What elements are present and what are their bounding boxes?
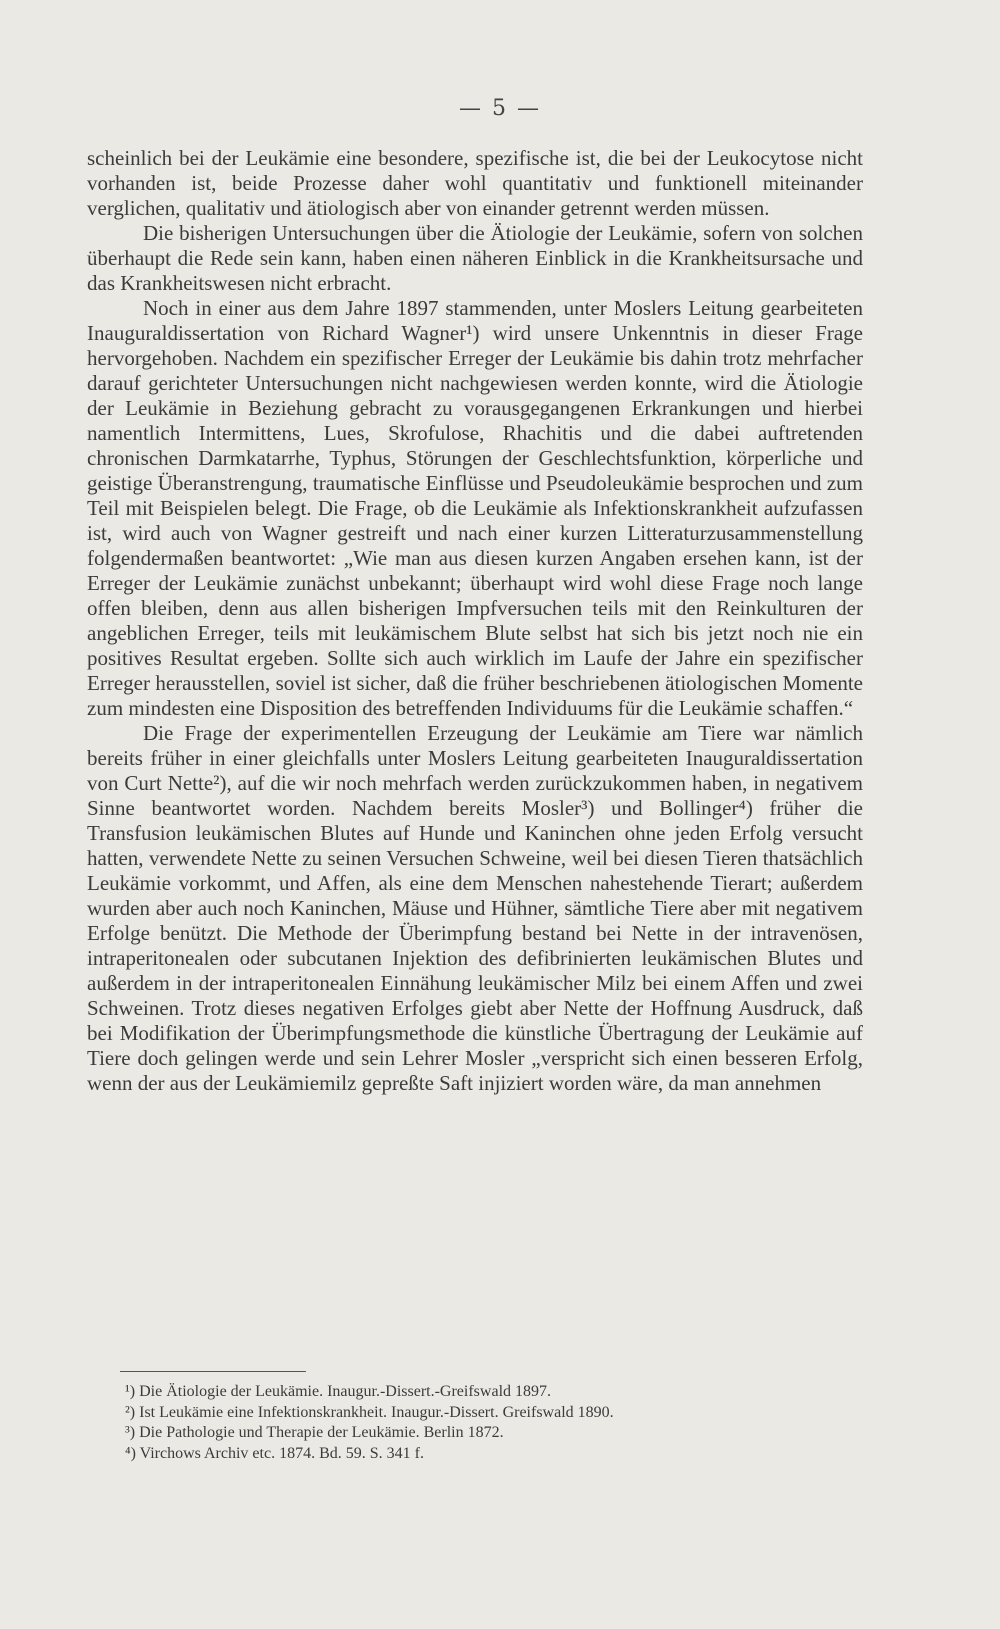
footnote-4: ⁴) Virchows Archiv etc. 1874. Bd. 59. S. 341 f. (125, 1444, 424, 1462)
paragraph-4: Die Frage der experimentellen Erzeugung der Leukämie am Tiere war nämlich bereits früher in einer gleichfalls unter Moslers Leitung gearbeiteten Inauguraldissertation von Curt Nette²), auf die wir noch mehrfach werden zurückzukommen haben, in negativem Sinne beantwortet worden. Nachdem bereits Mosler³) und Bollinger⁴) früher die Transfusion leukämischen Blutes auf Hunde und Kaninchen ohne jeden Erfolg versucht hatten, verwendete Nette zu seinen Versuchen Schweine, weil bei diesen Tieren thatsächlich Leukämie vorkommt, und Affen, als eine dem Menschen nahestehende Tierart; außerdem wurden aber auch noch Kaninchen, Mäuse und Hühner, sämtliche Tiere aber mit negativem Erfolge benützt. Die Methode der Überimpfung bestand bei Nette in der intravenösen, intraperitonealen oder subcutanen Injektion des defibrinierten leukämischen Blutes und außerdem in der intraperitonealen Einnähung leukämischer Milz bei einem Affen und zwei Schweinen. Trotz dieses negativen Erfolges giebt aber Nette der Hoffnung Ausdruck, daß bei Modifikation der Überimpfungsmethode die künstliche Übertragung der Leukämie auf Tiere doch gelingen werde und sein Lehrer Mosler „verspricht sich einen besseren Erfolg, wenn der aus der Leukämiemilz gepreßte Saft injiziert worden wäre, da man annehmen (87, 721, 863, 1095)
paragraph-3: Noch in einer aus dem Jahre 1897 stammenden, unter Moslers Leitung gearbeiteten Inauguraldissertation von Richard Wagner¹) wird unsere Unkenntnis in dieser Frage hervorgehoben. Nachdem ein spezifischer Erreger der Leukämie bis dahin trotz mehrfacher darauf gerichteter Untersuchungen nicht nachgewiesen werden konnte, wird die Ätiologie der Leukämie in Beziehung gebracht zu vorausgegangenen Erkrankungen und hierbei namentlich Intermittens, Lues, Skrofulose, Rhachitis und die dabei auftretenden chronischen Darmkatarrhe, Typhus, Störungen der Geschlechtsfunktion, körperliche und geistige Überanstrengung, traumatische Einflüsse und Pseudoleukämie besprochen und zum Teil mit Beispielen belegt. Die Frage, ob die Leukämie als Infektionskrankheit aufzufassen ist, wird auch von Wagner gestreift und nach einer kurzen Litteraturzusammenstellung folgendermaßen beantwortet: „Wie man aus diesen kurzen Angaben ersehen kann, ist der Erreger der Leukämie zunächst unbekannt; überhaupt wird wohl diese Frage noch lange offen bleiben, denn aus allen bisherigen Impfversuchen teils mit den Reinkulturen der angeblichen Erreger, teils mit leukämischem Blute selbst hat sich bis jetzt noch nie ein positives Resultat ergeben. Sollte sich auch wirklich im Laufe der Jahre ein spezifischer Erreger herausstellen, soviel ist sicher, daß die früher beschriebenen ätiologischen Momente zum mindesten eine Disposition des betreffenden Individuums für die Leukämie schaffen.“ (87, 296, 863, 720)
page-number: — 5 — (459, 96, 541, 121)
footnote-2: ²) Ist Leukämie eine Infektionskrankheit. Inaugur.-Dissert. Greifswald 1890. (125, 1403, 614, 1421)
footnotes (125, 1382, 865, 1464)
footnote-3: ³) Die Pathologie und Therapie der Leukämie. Berlin 1872. (125, 1424, 504, 1441)
paragraph-1: scheinlich bei der Leukämie eine besondere, spezifische ist, die bei der Leukocytose nicht vorhanden ist, beide Prozesse daher wohl quantitativ und funktionell miteinander verglichen, qualitativ und ätiologisch aber von einander getrennt werden müssen. (87, 146, 863, 220)
body-text (87, 146, 863, 1096)
footnote-1: ¹) Die Ätiologie der Leukämie. Inaugur.-Dissert.-Greifswald 1897. (125, 1383, 552, 1400)
paragraph-2: Die bisherigen Untersuchungen über die Ätiologie der Leukämie, sofern von solchen überhaupt die Rede sein kann, haben einen näheren Einblick in die Krankheitsursache und das Krankheitswesen nicht erbracht. (87, 221, 863, 295)
footnote-divider (120, 1371, 306, 1372)
